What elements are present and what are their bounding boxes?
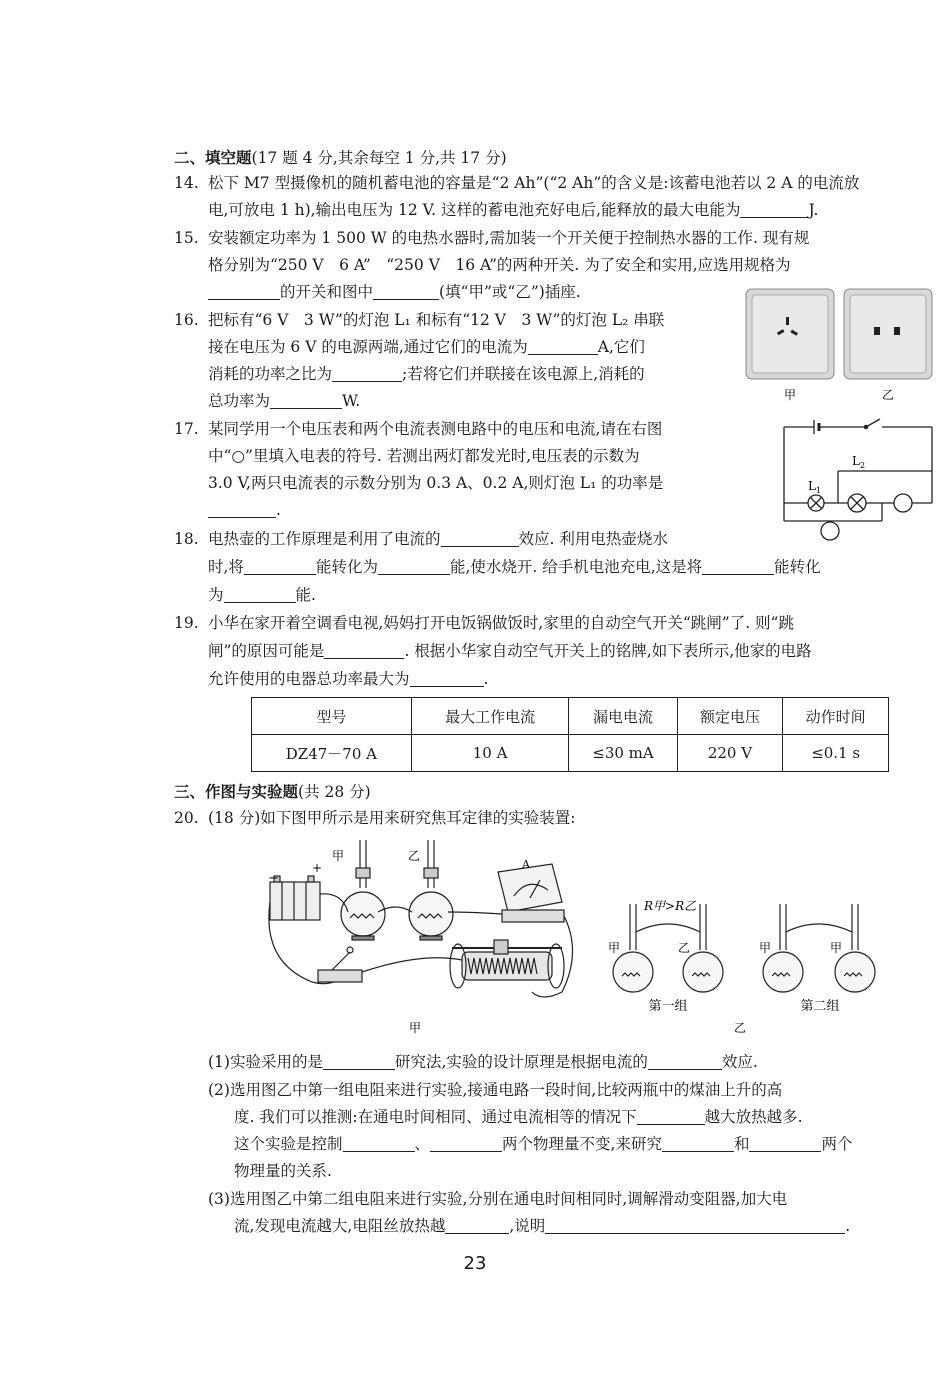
q16-text: 接在电压为 6 V 的电源两端,通过它们的电流为 xyxy=(208,338,528,356)
l2-label: $L_2$ xyxy=(852,454,866,470)
q15-line-2: 格分别为“250 V 6 A” “250 V 16 A”的两种开关. 为了安全和实用,应选用规格为 xyxy=(208,256,791,274)
switch-icon xyxy=(866,419,880,427)
group-1-caption: 第一组 xyxy=(648,999,688,1014)
q20-text: 效应. xyxy=(721,1053,758,1071)
q14-unit: J. xyxy=(808,201,819,219)
q16-text: 消耗的功率之比为 xyxy=(208,365,333,383)
table-header: 最大工作电流 xyxy=(411,698,569,735)
q20-text: 、 xyxy=(414,1135,431,1153)
q16-text: 总功率为 xyxy=(208,392,271,410)
q17-line-3: 3.0 V,两只电流表的示数分别为 0.3 A、0.2 A,则灯泡 L₁ 的功率是 xyxy=(208,474,664,492)
q16-line-3 xyxy=(208,363,645,385)
answer-blank xyxy=(545,1217,845,1234)
q15-text: (填“甲”或“乙”)插座. xyxy=(439,283,581,301)
group-2-right-label: 甲 xyxy=(830,941,843,955)
question-number: 16. xyxy=(174,311,199,329)
q20-text: 流,发现电流越大,电阻丝放热越 xyxy=(234,1217,446,1235)
q15-line-1: 安装额定功率为 1 500 W 的电热水器时,需加装一个开关便于控制热水器的工作. 现有规 xyxy=(208,229,810,247)
socket-left-label: 甲 xyxy=(783,388,797,402)
table-row xyxy=(252,735,889,772)
q18-text: 为 xyxy=(208,586,224,604)
answer-blank xyxy=(244,558,316,575)
circuit-diagram xyxy=(778,415,938,545)
q20-text: 研究法,实验的设计原理是根据电流的 xyxy=(394,1053,648,1071)
q18-line-1 xyxy=(208,528,668,550)
table-header: 漏电电流 xyxy=(569,698,677,735)
group-1-flasks-icon xyxy=(613,904,723,992)
q16-line-4 xyxy=(208,390,360,412)
q16-text: ;若将它们并联接在该电源上,消耗的 xyxy=(402,365,645,383)
joule-experiment-figure xyxy=(262,832,892,1042)
rheostat-icon xyxy=(450,940,564,988)
group-1-right-label: 乙 xyxy=(678,941,691,955)
answer-blank xyxy=(740,201,808,218)
q20-text: 越大放热越多. xyxy=(704,1108,803,1126)
table-header: 动作时间 xyxy=(783,698,889,735)
question-number: 20. xyxy=(174,809,199,827)
question-number: 15. xyxy=(174,229,199,247)
q20-part-1 xyxy=(208,1051,758,1073)
table-cell: 220 V xyxy=(677,735,783,772)
section-2-heading xyxy=(174,146,507,168)
q20-text: 度. 我们可以推测:在通电时间相同、通过电流相等的情况下 xyxy=(234,1108,637,1126)
answer-blank xyxy=(662,1135,734,1152)
q17-text: . xyxy=(276,501,281,519)
resistance-relation-label: R甲>R乙 xyxy=(644,899,697,913)
answer-blank xyxy=(332,365,402,382)
section-note: (17 题 4 分,其余每空 1 分,共 17 分) xyxy=(251,149,507,167)
figure-caption-yi: 乙 xyxy=(733,1021,747,1035)
battery-plus-label: + xyxy=(312,861,323,875)
battery-minus-label: − xyxy=(268,871,279,886)
table-cell: 10 A xyxy=(411,735,569,772)
answer-blank xyxy=(373,283,439,300)
q19-text: 允许使用的电器总功率最大为 xyxy=(208,670,410,688)
answer-blank xyxy=(528,338,598,355)
page-number: 23 xyxy=(463,1253,487,1274)
q20-intro: (18 分)如下图甲所示是用来研究焦耳定律的实验装置: xyxy=(208,809,576,827)
answer-blank xyxy=(208,501,276,518)
section-3-heading xyxy=(174,780,371,802)
answer-blank xyxy=(270,392,342,409)
q18-text: 能,使水烧开. 给手机电池充电,这是将 xyxy=(449,558,703,576)
q20-part-2-line-1: (2)选用图乙中第一组电阻来进行实验,接通电路一段时间,比较两瓶中的煤油上升的高 xyxy=(208,1081,783,1099)
table-header: 型号 xyxy=(252,698,412,735)
q16-line-1: 把标有“6 V 3 W”的灯泡 L₁ 和标有“12 V 3 W”的灯泡 L₂ 串联 xyxy=(208,311,665,329)
section-note: (共 28 分) xyxy=(298,783,371,801)
table-header: 额定电压 xyxy=(677,698,783,735)
q17-line-4 xyxy=(208,499,281,521)
table-cell: DZ47－70 A xyxy=(252,735,412,772)
section-title: 二、填空题 xyxy=(174,149,252,167)
q16-text: A,它们 xyxy=(597,338,645,356)
answer-blank xyxy=(637,1108,705,1125)
q19-text: . 根据小华家自动空气开关上的铭牌,如下表所示,他家的电路 xyxy=(404,642,812,660)
q14-line-2 xyxy=(208,199,818,221)
q19-text: 闸”的原因可能是 xyxy=(208,642,325,660)
ammeter-icon xyxy=(498,864,564,922)
ammeter-label: A xyxy=(522,858,530,871)
table-cell: ≤30 mA xyxy=(569,735,677,772)
q20-part-3-line-2 xyxy=(234,1215,850,1237)
answer-blank xyxy=(410,670,484,687)
meter-circle-icon xyxy=(821,522,839,540)
section-title: 三、作图与实验题 xyxy=(174,783,299,801)
q20-part-3-line-1: (3)选用图乙中第二组电阻来进行实验,分别在通电时间相同时,调解滑动变阻器,加大电 xyxy=(208,1190,788,1208)
q18-line-2 xyxy=(208,556,821,578)
socket-right-label: 乙 xyxy=(881,388,895,402)
q14-text: 电,可放电 1 h),输出电压为 12 V. 这样的蓄电池充好电后,能释放的最大电能为 xyxy=(208,201,741,219)
q18-line-3 xyxy=(208,584,316,606)
knife-switch-icon xyxy=(318,947,362,982)
table-cell: ≤0.1 s xyxy=(783,735,889,772)
answer-blank xyxy=(224,586,296,603)
answer-blank xyxy=(323,1053,395,1070)
q20-text: 两个 xyxy=(821,1135,853,1153)
answer-blank xyxy=(445,1217,509,1234)
q19-text: . xyxy=(483,670,489,688)
answer-blank xyxy=(749,1135,821,1152)
q14-line-1: 松下 M7 型摄像机的随机蓄电池的容量是“2 Ah”(“2 Ah”的含义是:该蓄电池若以 2 A 的电流放 xyxy=(208,174,860,192)
breaker-spec-table xyxy=(251,697,889,772)
socket-photos xyxy=(744,287,934,405)
q16-line-2 xyxy=(208,336,645,358)
answer-blank xyxy=(702,558,774,575)
q20-part-2-line-3 xyxy=(234,1133,853,1155)
flask-b-label: 乙 xyxy=(408,849,421,863)
q20-text: (1)实验采用的是 xyxy=(208,1053,323,1071)
q19-line-3 xyxy=(208,668,488,690)
answer-blank xyxy=(343,1135,415,1152)
answer-blank xyxy=(378,558,450,575)
l1-label: $L_1$ xyxy=(808,479,822,495)
group-2-caption: 第二组 xyxy=(800,999,840,1014)
q20-text: . xyxy=(845,1217,851,1235)
question-number: 18. xyxy=(174,530,199,548)
q18-text: 能转化为 xyxy=(315,558,378,576)
answer-blank xyxy=(441,530,519,547)
q20-text: 这个实验是控制 xyxy=(234,1135,343,1153)
answer-blank xyxy=(208,283,280,300)
answer-blank xyxy=(324,642,404,659)
table-header-row xyxy=(252,698,889,735)
figure-caption-jia: 甲 xyxy=(408,1021,422,1035)
q18-text: 电热壶的工作原理是利用了电流的 xyxy=(208,530,441,548)
q19-line-2 xyxy=(208,640,812,662)
q20-part-2-line-2 xyxy=(234,1106,803,1128)
q20-text: 两个物理量不变,来研究 xyxy=(502,1135,662,1153)
q18-text: 能转化 xyxy=(774,558,821,576)
question-number: 19. xyxy=(174,614,199,632)
q19-line-1: 小华在家开着空调看电视,妈妈打开电饭锅做饭时,家里的自动空气开关“跳闸”了. 则“跳 xyxy=(208,614,794,632)
q18-text: 效应. 利用电热壶烧水 xyxy=(518,530,668,548)
q18-text: 时,将 xyxy=(208,558,244,576)
q17-line-1: 某同学用一个电压表和两个电流表测电路中的电压和电流,请在右图 xyxy=(208,420,663,438)
question-number: 17. xyxy=(174,420,199,438)
flask-jia-icon xyxy=(341,840,385,940)
answer-blank xyxy=(648,1053,722,1070)
q16-text: W. xyxy=(342,392,361,410)
q15-text: 的开关和图中 xyxy=(280,283,374,301)
q20-text: 和 xyxy=(733,1135,750,1153)
group-1-left-label: 甲 xyxy=(608,941,621,955)
q20-text: ,说明 xyxy=(509,1217,546,1235)
flask-a-label: 甲 xyxy=(332,849,345,863)
meter-circle-icon xyxy=(894,494,912,512)
question-number: 14. xyxy=(174,174,199,192)
answer-blank xyxy=(430,1135,502,1152)
q15-line-3 xyxy=(208,281,581,303)
q17-line-2: 中“○”里填入电表的符号. 若测出两灯都发光时,电压表的示数为 xyxy=(208,447,640,465)
group-2-left-label: 甲 xyxy=(759,941,772,955)
group-2-flasks-icon xyxy=(763,904,875,992)
q20-part-2-line-4: 物理量的关系. xyxy=(234,1162,332,1180)
q18-text: 能. xyxy=(295,586,316,604)
